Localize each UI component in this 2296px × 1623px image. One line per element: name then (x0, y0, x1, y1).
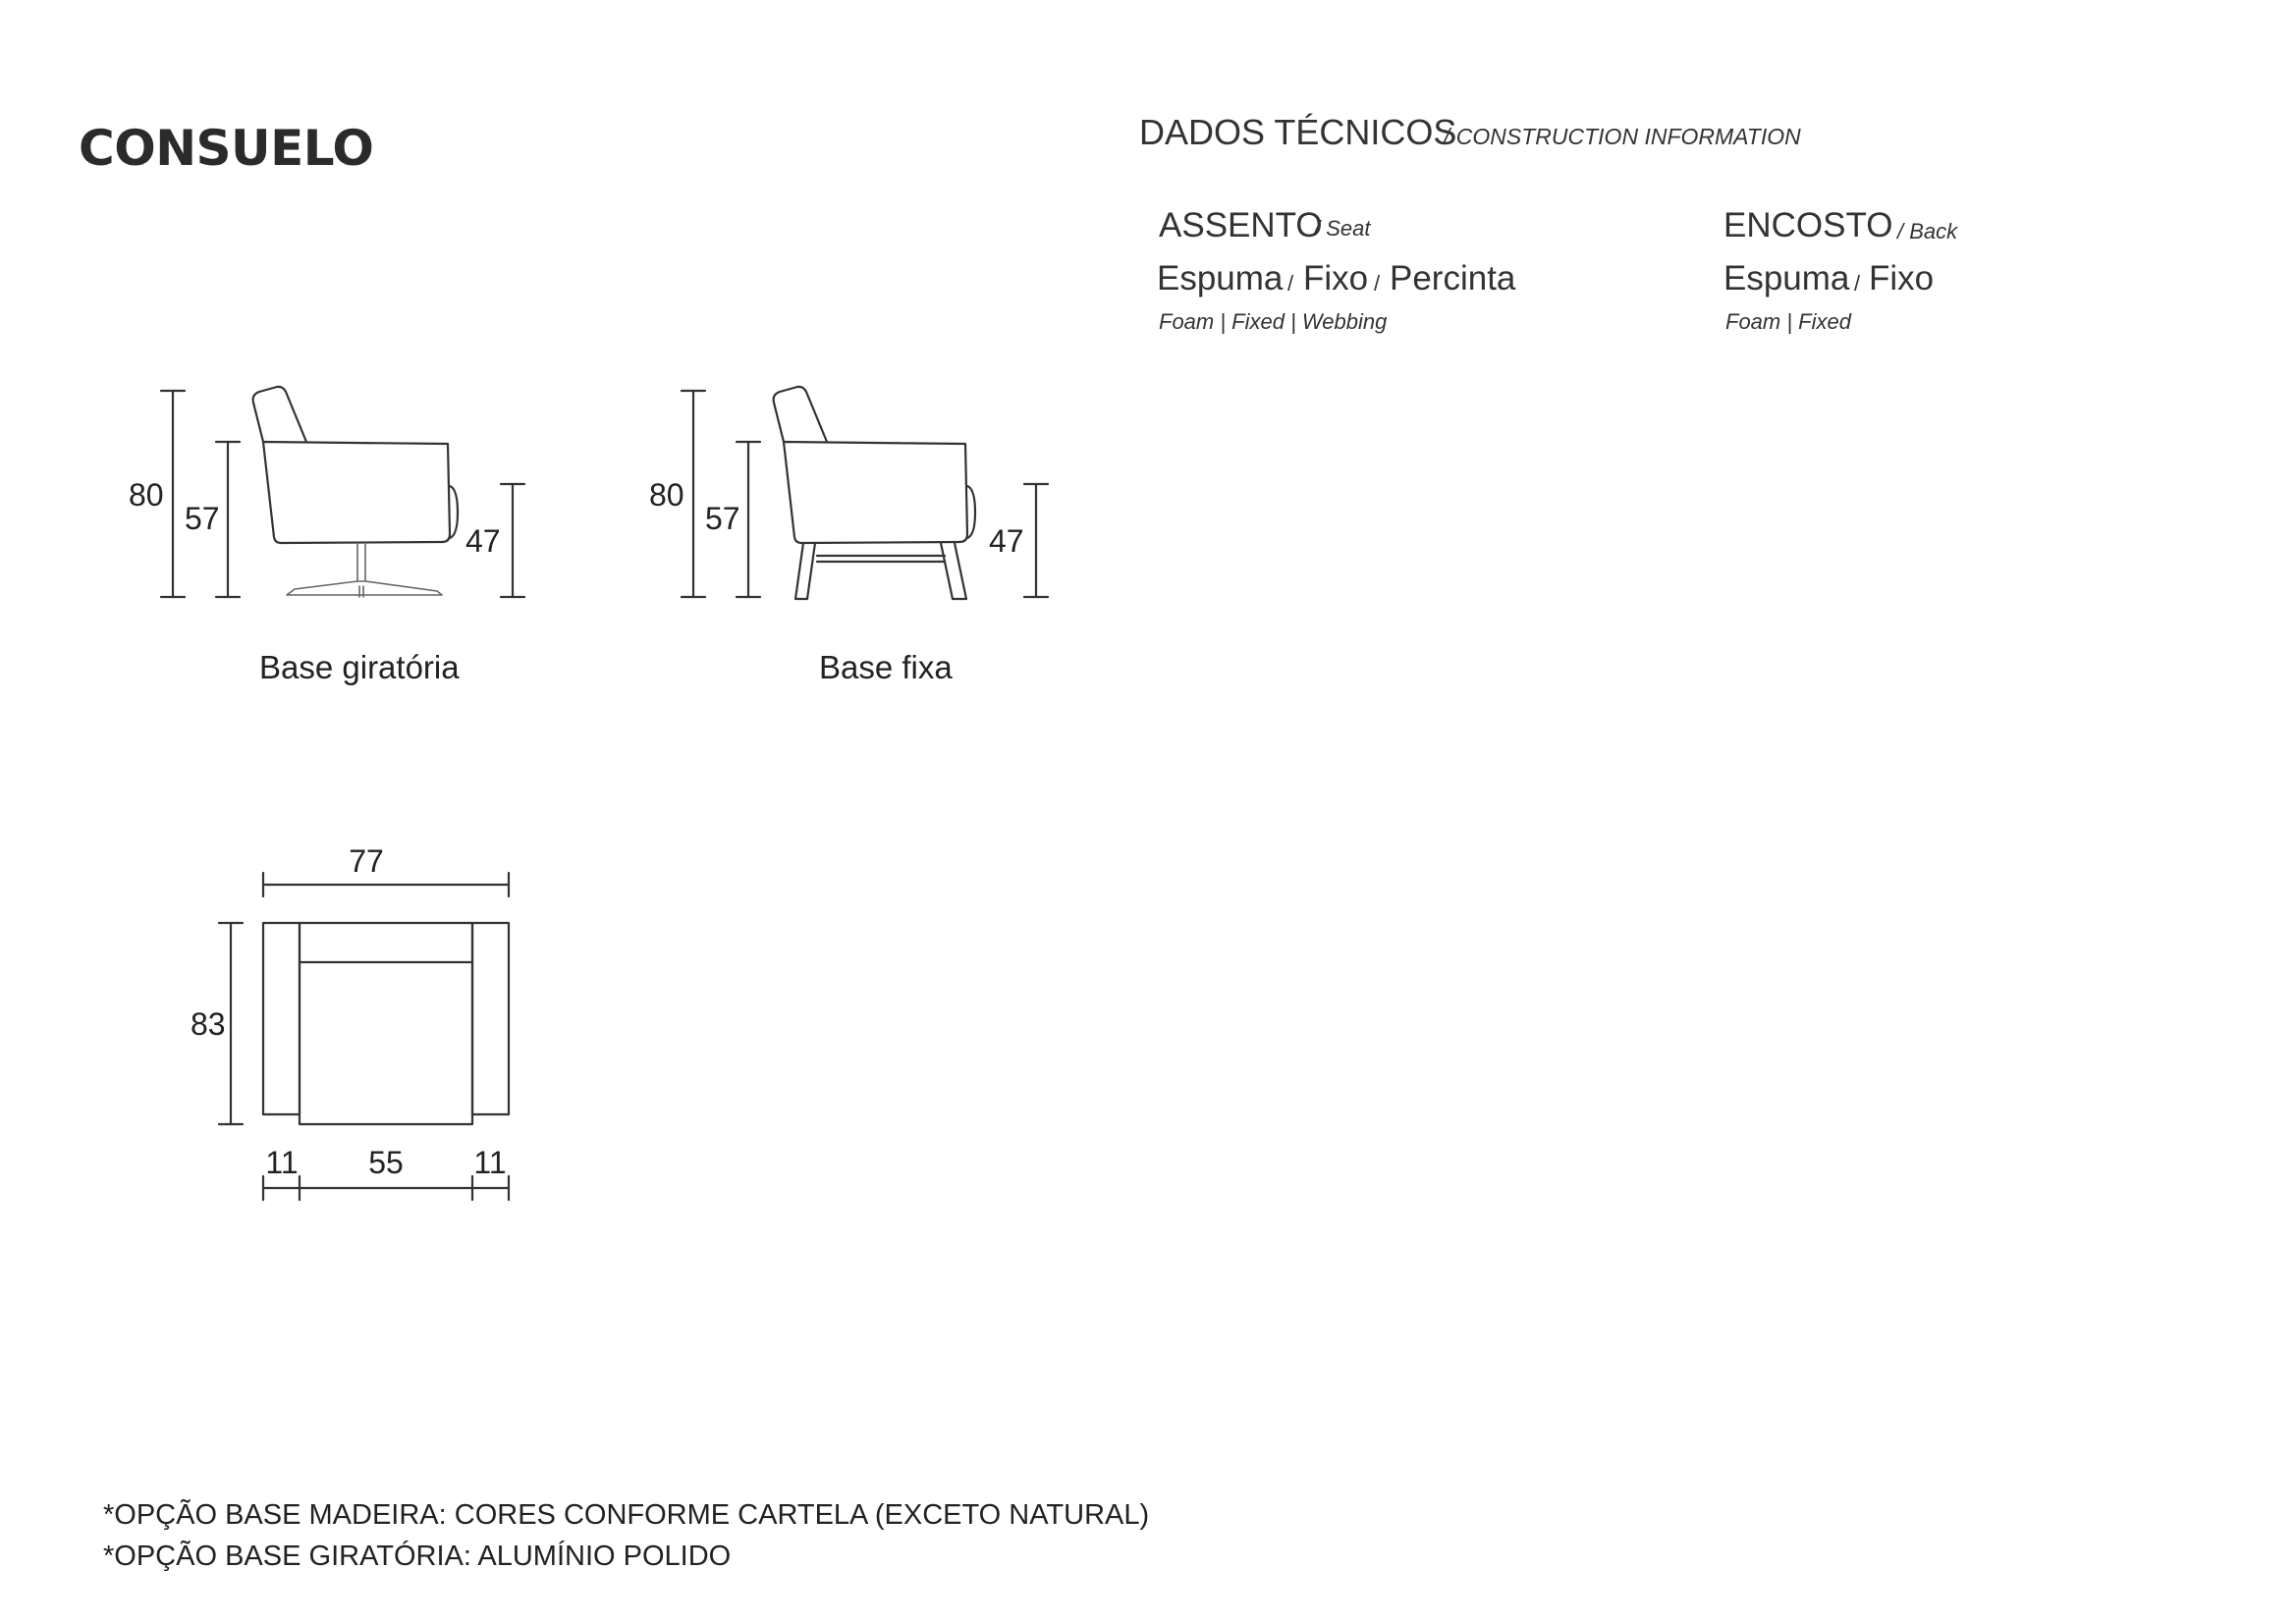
dimension-line-seat-height (501, 484, 524, 597)
fixed-side-view (682, 387, 1048, 599)
back-material-fixed: Fixo (1869, 259, 1935, 298)
note-wood-base: *OPÇÃO BASE MADEIRA: CORES CONFORME CARTELA (EXCETO NATURAL) (103, 1499, 1150, 1531)
chair-body (263, 442, 450, 543)
note-swivel-base: *OPÇÃO BASE GIRATÓRIA: ALUMÍNIO POLIDO (103, 1541, 732, 1572)
dimension-line-arm-height (737, 442, 760, 597)
top-view (219, 873, 509, 1200)
back-label-en: / Back (1897, 219, 1958, 243)
back-leg (941, 543, 966, 599)
chair-backrest (774, 387, 827, 442)
top-arm-right-label: 11 (473, 1145, 507, 1180)
top-width-label: 77 (349, 843, 384, 879)
chair-backrest (253, 387, 306, 442)
swivel-seat-height-label: 47 (465, 523, 501, 559)
chair-body (784, 442, 967, 543)
chair-back-cushion (450, 486, 458, 538)
seat-area (300, 923, 472, 1124)
seat-material-fixed: Fixo (1303, 259, 1369, 298)
seat-material-webbing: Percinta (1390, 259, 1516, 298)
fixed-caption: Base fixa (819, 649, 953, 685)
seat-label: ASSENTO (1159, 206, 1323, 244)
fixed-seat-height-label: 47 (989, 523, 1024, 559)
dimension-line-seat-height (1024, 484, 1048, 597)
dimension-line-arm-height (216, 442, 240, 597)
seat-separator: / (1287, 271, 1294, 296)
top-seat-width-label: 55 (368, 1145, 404, 1180)
fixed-arm-height-label: 57 (705, 501, 740, 536)
seat-materials-en: Foam | Fixed | Webbing (1159, 309, 1388, 334)
swivel-caption: Base giratória (259, 649, 460, 685)
swivel-base (287, 543, 442, 597)
seat-material-foam: Espuma (1157, 259, 1284, 298)
top-depth-label: 83 (191, 1006, 226, 1042)
swivel-arm-height-label: 57 (185, 501, 220, 536)
back-material-foam: Espuma (1723, 259, 1850, 298)
back-materials-en: Foam | Fixed (1725, 309, 1851, 334)
product-title: CONSUELO (79, 120, 374, 177)
left-armrest (263, 923, 300, 1114)
dimension-line-total-width (263, 873, 509, 896)
construction-title: DADOS TÉCNICOS (1139, 112, 1457, 152)
front-leg (795, 543, 815, 599)
top-arm-left-label: 11 (265, 1145, 299, 1180)
seat-separator: / (1374, 271, 1381, 296)
dimension-line-total-height (161, 391, 185, 597)
seat-label-en: / Seat (1314, 216, 1371, 241)
right-armrest (472, 923, 509, 1114)
fixed-total-height-label: 80 (649, 477, 684, 513)
dimension-line-total-height (682, 391, 705, 597)
back-label: ENCOSTO (1723, 206, 1893, 244)
swivel-side-view (161, 387, 524, 597)
chair-back-cushion (967, 486, 975, 538)
back-separator: / (1854, 271, 1861, 296)
construction-subtitle: / CONSTRUCTION INFORMATION (1444, 124, 1801, 149)
swivel-total-height-label: 80 (129, 477, 164, 513)
